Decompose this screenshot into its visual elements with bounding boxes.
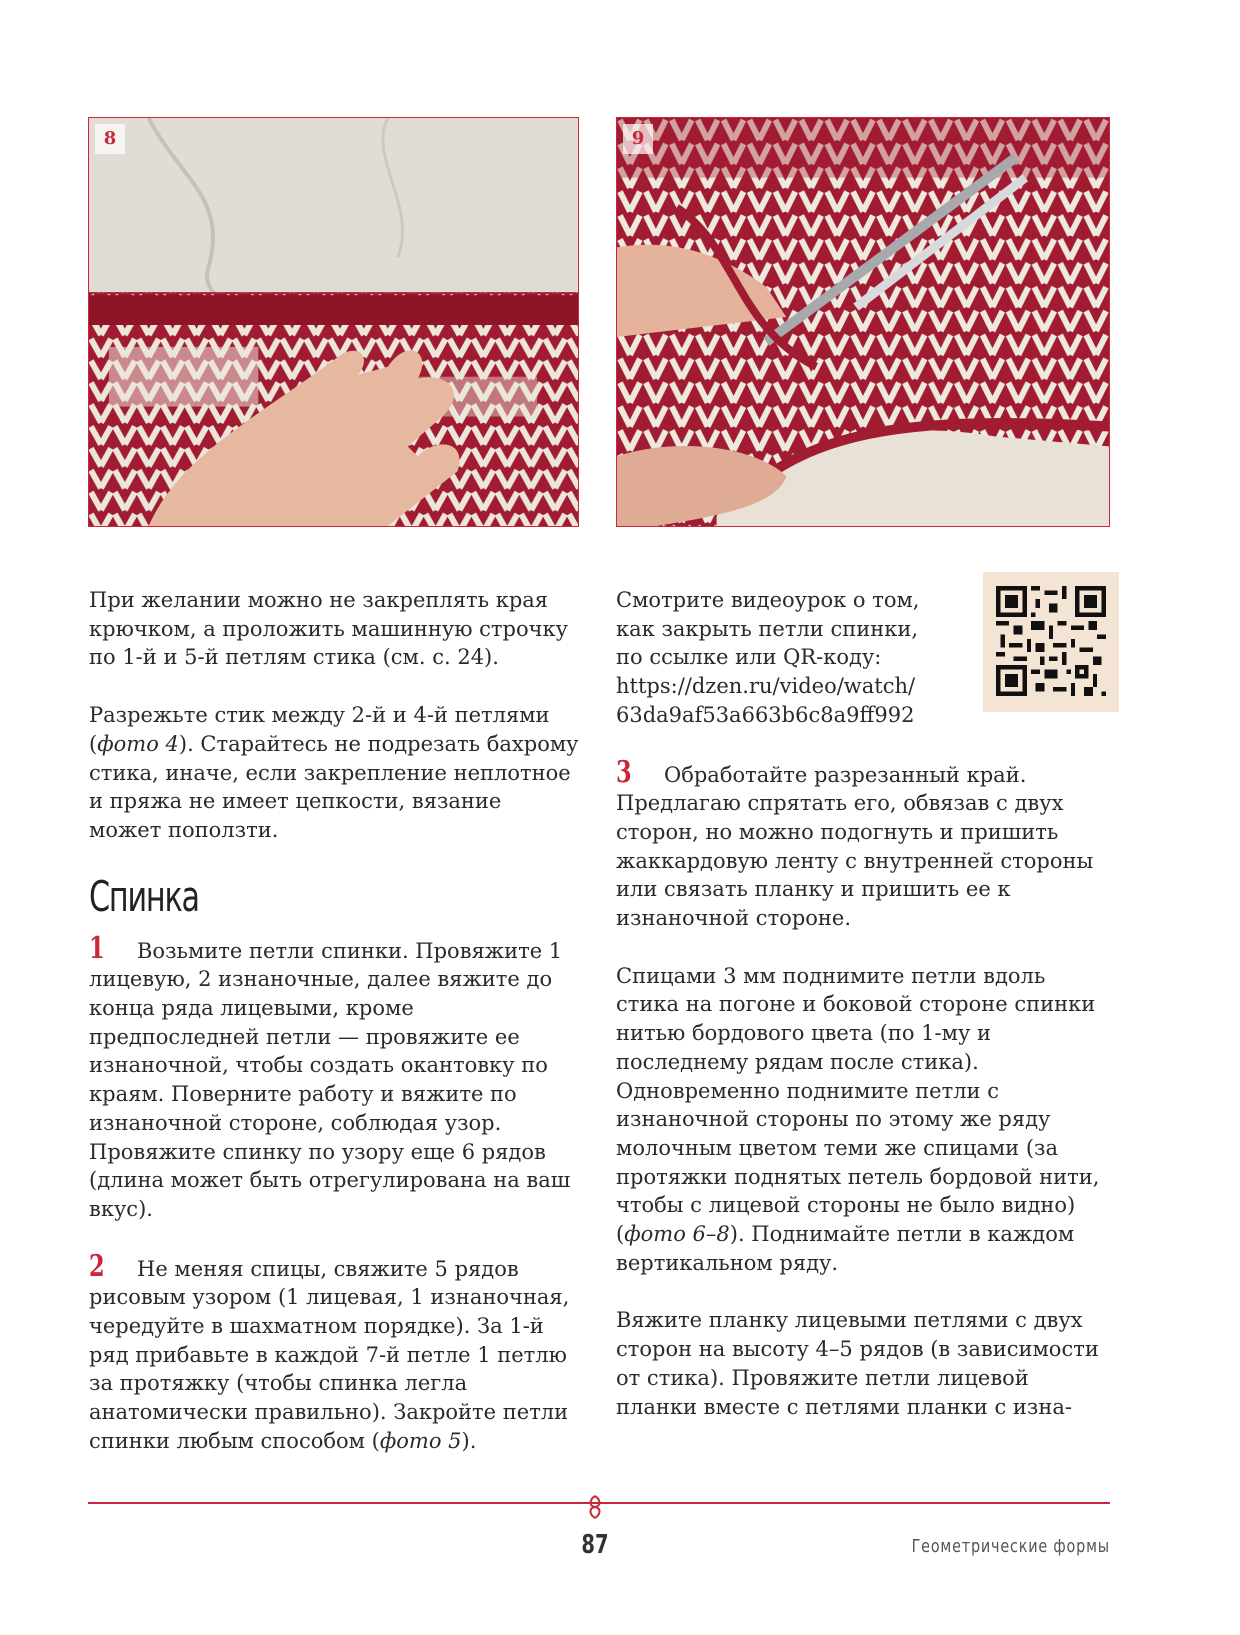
step-2: 2 Не меняя спицы, свяжите 5 рядов рисовым узором (1 лицевая, 1 изнаночная, чередуйте в шахматном порядке). За 1-й ряд прибавьте в каждой 7-й петле 1 петлю за протяжку (чтобы спинка легла анатомически правильно). Закройте петли спинки любым способом (фото 5). — [89, 1248, 570, 1453]
paragraph: При желании можно не закреплять края крючком, а проложить машинную строчку по 1-й и 5-й петлям стика (см. с. 24). — [89, 588, 569, 670]
left-column — [89, 586, 579, 1456]
step-number: 3 — [616, 754, 632, 790]
photo-8 — [88, 117, 579, 527]
video-link[interactable]: 63da9af53a663b6c8a9ff992 — [616, 702, 915, 727]
page-number: 87 — [581, 1530, 609, 1560]
photo-number: 8 — [95, 124, 125, 154]
step-number: 1 — [89, 930, 105, 966]
photo-8-image — [89, 118, 578, 526]
qr-code-icon — [996, 586, 1106, 696]
photo-9-image — [617, 118, 1109, 526]
step-3: 3 Обработайте разрезанный край. Предлагаю спрятать его, обвязав с двух сторон, но можно подогнуть и пришить жаккардовую ленту с внутренней стороны или связать планку и пришить ее к изнаночной стороне. — [616, 754, 1094, 931]
video-note: Смотрите видеоурок о том, как закрыть петли спинки, по ссылке или QR-коду: https://dzen.ru/video/watch/ 63da9af53a663b6c8a9ff992 — [616, 586, 956, 730]
paragraph: Разрежьте стик между 2-й и 4-й петлями (фото 4). Старайтесь не подрезать бахрому стика, иначе, если закрепление неплотное и пряжа не имеет цепкости, вязание может поползти. — [89, 703, 579, 842]
step-1: 1 Возьмите петли спинки. Провяжите 1 лицевую, 2 изнаночные, далее вяжите до конца ряда лицевыми, кроме предпоследней петли — провяжите ее изнаночной, чтобы создать окантовку по краям. Поверните работу и вяжите по изнаночной стороне, соблюдая узор. Провяжите спинку по узору еще 6 рядов (длина может быть отрегулирована на ваш вкус). — [89, 930, 571, 1221]
paragraph: Вяжите планку лицевыми петлями с двух сторон на высоту 4–5 рядов (в зависимости от стика). Провяжите петли лицевой планки вместе с петлями планки с изна- — [616, 1308, 1099, 1419]
step-number: 2 — [89, 1248, 105, 1284]
photo-9 — [616, 117, 1110, 527]
paragraph: Спицами 3 мм поднимите петли вдоль стика на погоне и боковой стороне спинки нитью бордового цвета (по 1-му и последнему рядам после стика). Одновременно поднимите петли с изнаночной стороны по этому же ряду молочным цветом теми же спицами (за протяжки поднятых петель бордовой нити, чтобы с лицевой стороны не было видно) (фото 6–8). Поднимайте петли в каждом вертикальном ряду. — [616, 963, 1100, 1275]
video-link[interactable]: https://dzen.ru/video/watch/ — [616, 674, 916, 699]
photo-number: 9 — [623, 124, 653, 154]
section-heading: Спинка — [89, 871, 199, 921]
running-title: Геометрические формы — [911, 1536, 1110, 1557]
qr-code-box[interactable] — [983, 572, 1119, 712]
ornament-icon — [587, 1494, 603, 1520]
